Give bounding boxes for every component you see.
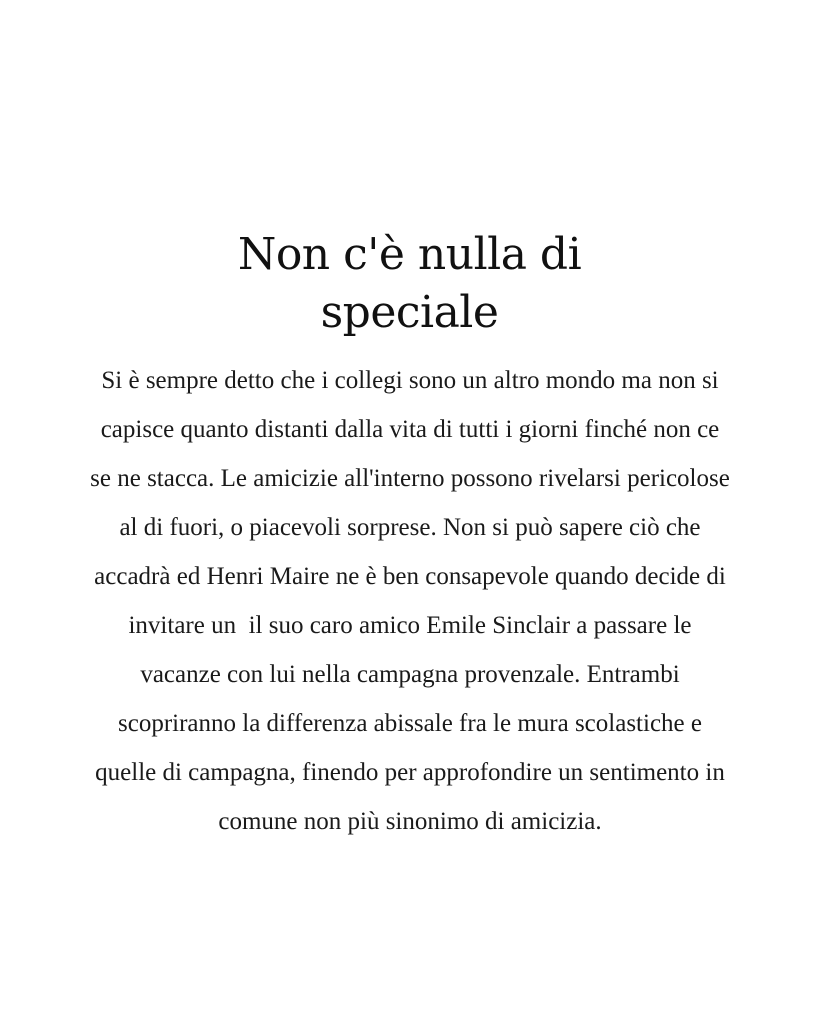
body-line: quelle di campagna, finendo per approfondire un sentimento in — [95, 759, 725, 786]
title-line-1: Non c'è nulla di — [237, 229, 582, 280]
body-line: comune non più sinonimo di amicizia. — [218, 808, 602, 835]
body-line: invitare un il suo caro amico Emile Sinclair a passare le — [128, 612, 692, 639]
body-line: Si è sempre detto che i collegi sono un altro mondo ma non si — [101, 367, 719, 394]
body-paragraph — [40, 356, 780, 846]
body-line: accadrà ed Henri Maire ne è ben consapevole quando decide di — [94, 563, 726, 590]
body-line: vacanze con lui nella campagna provenzale. Entrambi — [140, 661, 680, 688]
body-line: al di fuori, o piacevoli sorprese. Non si può sapere ciò che — [119, 514, 701, 541]
body-line: se ne stacca. Le amicizie all'interno possono rivelarsi pericolose — [90, 465, 730, 492]
body-line: scopriranno la differenza abissale fra le mura scolastiche e — [118, 710, 702, 737]
body-line: capisce quanto distanti dalla vita di tutti i giorni finché non ce — [100, 416, 720, 443]
page-title — [0, 226, 819, 342]
title-line-2: speciale — [320, 287, 499, 338]
